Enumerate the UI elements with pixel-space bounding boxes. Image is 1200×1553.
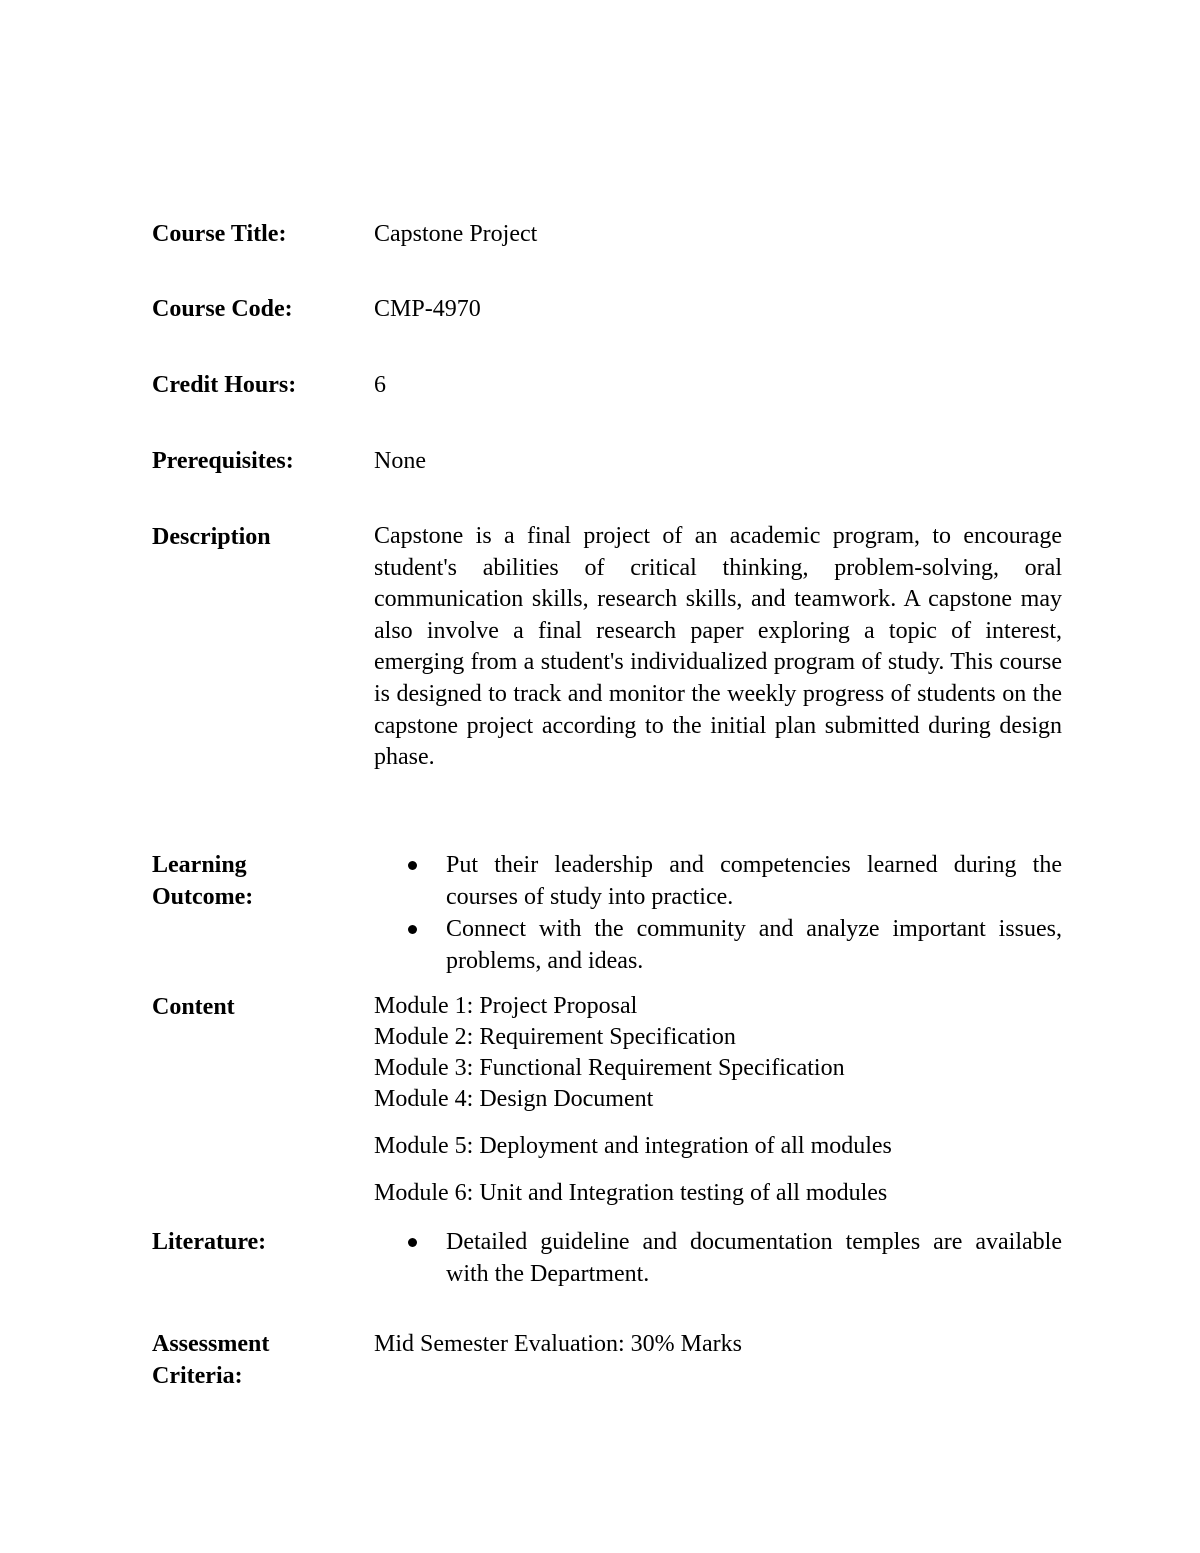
description-label: Description bbox=[152, 524, 271, 550]
module-item: Module 1: Project Proposal bbox=[374, 993, 638, 1019]
module-item: Module 2: Requirement Specification bbox=[374, 1024, 736, 1050]
literature-label: Literature: bbox=[152, 1229, 267, 1255]
content-label: Content bbox=[152, 994, 235, 1020]
literature-list bbox=[374, 1226, 1062, 1290]
learning-outcome-text: Put their leadership and competencies learned during the courses of study into practice. bbox=[446, 852, 1062, 910]
assessment-label bbox=[152, 1328, 352, 1392]
bullet-icon bbox=[408, 861, 417, 870]
assessment-label-line1: Assessment bbox=[152, 1331, 270, 1357]
prerequisites-label: Prerequisites: bbox=[152, 448, 294, 474]
module-item: Module 5: Deployment and integration of all modules bbox=[374, 1133, 892, 1159]
learning-outcome-item bbox=[374, 913, 1062, 977]
learning-outcome-list bbox=[374, 849, 1062, 977]
credit-hours-label: Credit Hours: bbox=[152, 372, 297, 398]
course-title-label: Course Title: bbox=[152, 221, 287, 247]
module-item: Module 4: Design Document bbox=[374, 1086, 654, 1112]
credit-hours-value: 6 bbox=[374, 372, 386, 398]
learning-outcome-item bbox=[374, 849, 1062, 913]
literature-item bbox=[374, 1226, 1062, 1290]
literature-text: Detailed guideline and documentation temples are available with the Department. bbox=[446, 1229, 1062, 1287]
assessment-value: Mid Semester Evaluation: 30% Marks bbox=[374, 1331, 742, 1357]
course-title-value: Capstone Project bbox=[374, 221, 538, 247]
learning-outcome-label-line1: Learning bbox=[152, 852, 247, 878]
bullet-icon bbox=[408, 1238, 417, 1247]
module-item: Module 6: Unit and Integration testing of all modules bbox=[374, 1180, 888, 1206]
description-text: Capstone is a final project of an academic program, to encourage student's abilities of critical thinking, problem-solving, oral communication skills, research skills, and teamwork. A capstone may also involve a final research paper exploring a topic of interest, emerging from a student's individualized program of study. This course is designed to track and monitor the weekly progress of students on the capstone project according to the initial plan submitted during design phase. bbox=[374, 523, 1062, 771]
learning-outcome-label-line2: Outcome: bbox=[152, 884, 254, 910]
bullet-icon bbox=[408, 925, 417, 934]
learning-outcome-label bbox=[152, 849, 352, 913]
course-code-label: Course Code: bbox=[152, 296, 293, 322]
content-module-list bbox=[374, 991, 1062, 1209]
assessment-label-line2: Criteria: bbox=[152, 1363, 243, 1389]
module-item: Module 3: Functional Requirement Specification bbox=[374, 1055, 845, 1081]
learning-outcome-text: Connect with the community and analyze important issues, problems, and ideas. bbox=[446, 916, 1062, 974]
prerequisites-value: None bbox=[374, 448, 426, 474]
course-code-value: CMP-4970 bbox=[374, 296, 481, 322]
